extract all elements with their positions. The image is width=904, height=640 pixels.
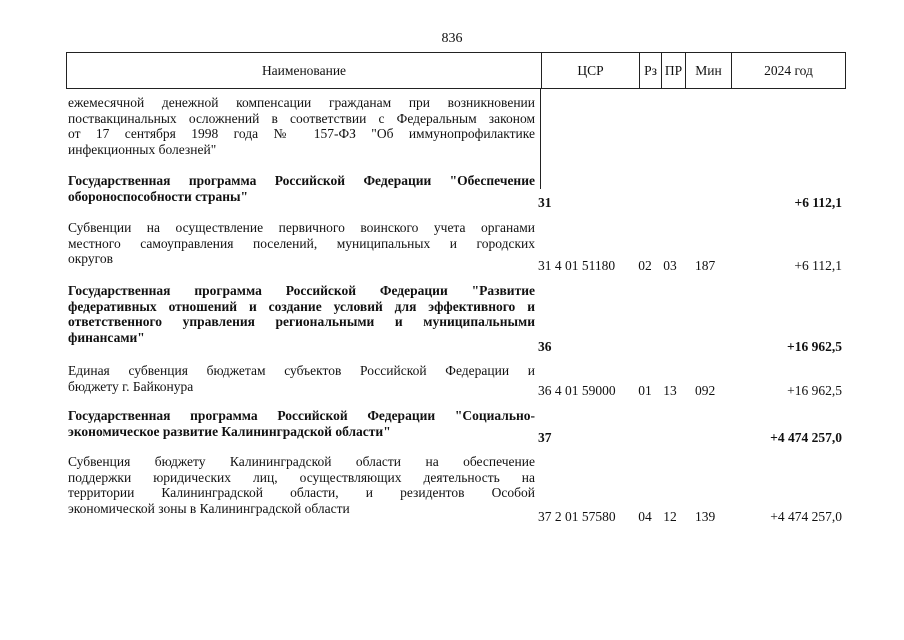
table-header <box>66 52 846 89</box>
page-number: 836 <box>441 31 463 46</box>
row-name: Единая субвенция бюджетам субъектов Российской Федерации и бюджету г. Байконура <box>68 363 535 394</box>
header-rz: Рз <box>639 53 661 88</box>
row-min: 092 <box>695 383 716 398</box>
header-min: Мин <box>685 53 731 88</box>
row-csr: 36 <box>538 339 552 354</box>
header-name: Наименование <box>261 62 347 78</box>
row-min: 139 <box>695 509 716 524</box>
row-amount: +4 474 257,0 <box>770 509 842 524</box>
row-rz: 04 <box>638 509 652 524</box>
row-rz: 01 <box>638 383 652 398</box>
row-name: Субвенции на осуществление первичного воинского учета органами местного самоуправления поселений, муниципальных и городских округов <box>68 220 535 266</box>
row-amount: +16 962,5 <box>787 383 842 398</box>
header-year: 2024 год <box>731 53 845 88</box>
row-pr: 03 <box>663 258 677 273</box>
row-min: 187 <box>695 258 716 273</box>
row-amount: +6 112,1 <box>794 195 842 210</box>
row-rz: 02 <box>638 258 652 273</box>
column-divider <box>540 89 541 189</box>
row-name: ежемесячной денежной компенсации гражданам при возникновении поствакцинальных осложнений в соответствии с Федеральным законом от 17 сентября 1998 года № 157-ФЗ "Об иммунопрофилактике инфекционных болезней" <box>68 95 535 157</box>
row-csr: 31 4 01 51180 <box>538 258 616 273</box>
row-amount: +4 474 257,0 <box>770 430 842 445</box>
row-pr: 12 <box>663 509 677 524</box>
row-pr: 13 <box>663 383 677 398</box>
row-name: Государственная программа Российской Федерации "Социально- экономическое развитие Калининградской области" <box>68 408 535 439</box>
row-csr: 37 <box>538 430 552 445</box>
row-csr: 36 4 01 59000 <box>538 383 616 398</box>
row-amount: +6 112,1 <box>794 258 842 273</box>
row-amount: +16 962,5 <box>787 339 842 354</box>
row-csr: 37 2 01 57580 <box>538 509 616 524</box>
header-pr: ПР <box>661 53 685 88</box>
header-csr: ЦСР <box>541 53 639 88</box>
row-name: Государственная программа Российской Федерации "Развитие федеративных отношений и создание условий для эффективного и ответственного управления региональными и муниципальными финансами" <box>68 283 535 345</box>
row-name: Субвенция бюджету Калининградской области на обеспечение поддержки юридических лиц, осуществляющих деятельность на территории Калининградской области, и резидентов Особой экономической зоны в Калининградской области <box>68 454 535 516</box>
row-csr: 31 <box>538 195 552 210</box>
row-name: Государственная программа Российской Федерации "Обеспечение обороноспособности страны" <box>68 173 535 204</box>
